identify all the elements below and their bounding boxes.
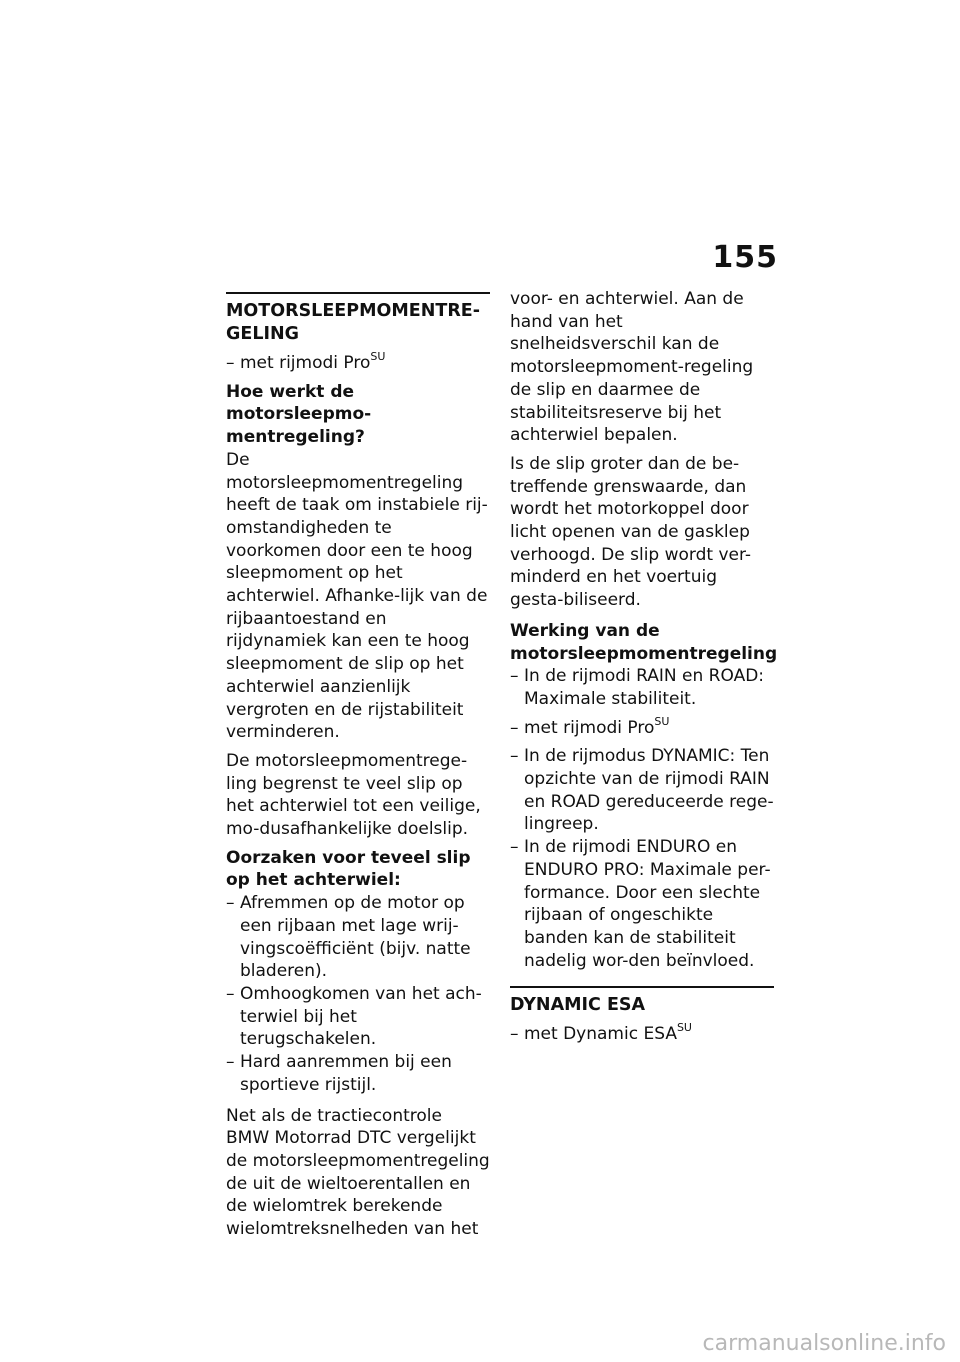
modes-list-b	[510, 745, 774, 972]
optional-equipment-mark: SU	[654, 714, 670, 728]
paragraph-threshold: Is de slip groter dan de be-treffende grenswaarde, dan wordt het motorkoppel door licht openen van de gasklep verhoogd. De slip wordt ver-minderd en het voertuig gesta-biliseerd.	[510, 453, 752, 611]
left-column	[226, 292, 490, 1247]
causes-list	[226, 892, 490, 1096]
applicability-note-esa	[510, 1023, 774, 1046]
applicability-item	[510, 714, 774, 740]
paragraph-limit: De motorsleepmomentrege-ling begrenst te veel slip op het achterwiel tot een veilige, mo-dusafhankelijke doelslip.	[226, 750, 481, 840]
applicability-item	[510, 1023, 774, 1046]
watermark: carmanualsonline.info	[702, 1331, 946, 1356]
list-item: – In de rijmodus DYNAMIC: Ten opzichte van de rijmodi RAIN en ROAD gereduceerde rege-lingreep.	[510, 745, 774, 836]
applicability-item	[226, 352, 490, 375]
question-heading-how: Hoe werkt de motorsleepmo-mentregeling?	[226, 381, 372, 448]
section-rule	[510, 986, 774, 988]
paragraph-intro: De motorsleepmomentregeling heeft de taak om instabiele rij-omstandigheden te voorkomen door een te hoog sleepmoment op het achterwiel. Afhanke-lijk van de rijbaantoestand en rijdynamiek kan een te hoog sleepmoment de slip op het achterwiel aanzienlijk vergroten en de rijstabiliteit verminderen.	[226, 449, 488, 743]
applicability-note	[226, 352, 490, 375]
section-title: MOTORSLEEPMOMENTRE-GELING	[226, 301, 481, 344]
paragraph-continued: voor- en achterwiel. Aan de hand van het snelheidsverschil kan de motorsleepmoment-regeling de slip en daarmee de stabiliteitsreserve bij het achterwiel bepalen.	[510, 289, 754, 446]
applicability-text: met Dynamic ESA	[524, 1024, 677, 1045]
optional-equipment-mark: SU	[370, 350, 386, 363]
applicability-text: met rijmodi Pro	[240, 353, 371, 373]
page-number: 155	[712, 240, 778, 275]
question-heading-causes: Oorzaken voor teveel slip op het achterwiel:	[226, 847, 471, 891]
right-column	[510, 288, 778, 1052]
paragraph-dtc: Net als de tractiecontrole BMW Motorrad DTC vergelijkt de motorsleepmomentregeling de uit de wieltoerentallen en de wielomtrek berekende wielomtreksnelheden van het	[226, 1105, 490, 1240]
list-item: – Hard aanremmen bij een sportieve rijstijl.	[226, 1051, 490, 1096]
list-item: – In de rijmodi RAIN en ROAD: Maximale stabiliteit.	[510, 665, 774, 710]
optional-equipment-mark: SU	[676, 1021, 692, 1035]
modes-list-a	[510, 665, 774, 710]
function-heading: Werking van de motorsleepmomentregeling	[510, 620, 778, 664]
section-rule	[226, 292, 490, 294]
applicability-text: met rijmodi Pro	[524, 717, 655, 738]
list-item: – In de rijmodi ENDURO en ENDURO PRO: Maximale per-formance. Door een slechte rijbaan of ongeschikte banden kan de stabiliteit nadelig wor-den beïnvloed.	[510, 836, 774, 972]
applicability-note-right	[510, 714, 774, 740]
section-title-esa: DYNAMIC ESA	[510, 995, 646, 1016]
list-item: – Omhoogkomen van het ach-terwiel bij het terugschakelen.	[226, 983, 490, 1051]
list-item: – Afremmen op de motor op een rijbaan met lage wrij-vingscoëfficiënt (bijv. natte bladeren).	[226, 892, 490, 983]
